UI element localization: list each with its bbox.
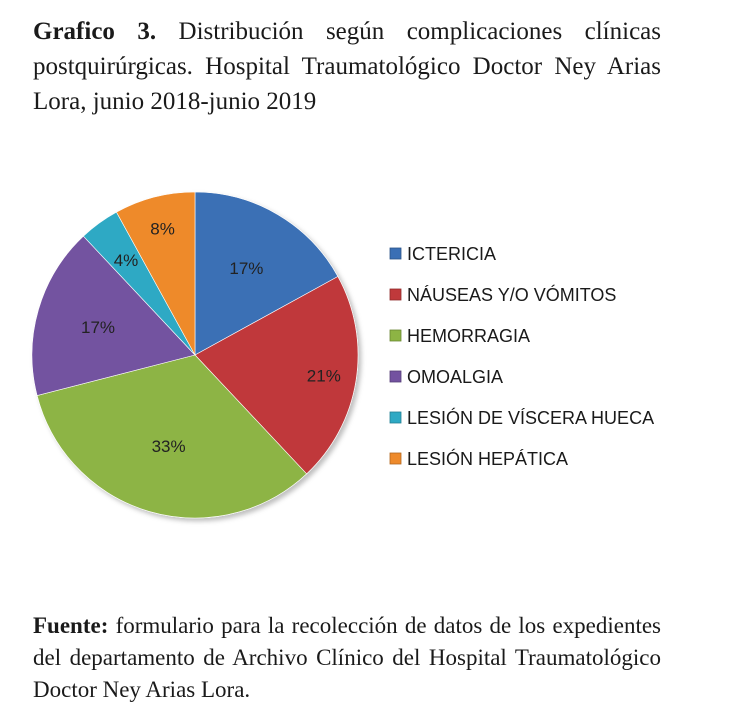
source-note xyxy=(33,610,661,706)
legend-swatch-nauseas-y-o-vomitos xyxy=(390,289,401,300)
source-text: formulario para la recolección de datos de los expedientes del departamento de Archivo Clínico del Hospital Traumatológico Doctor Ney Arias Lora. xyxy=(33,613,662,702)
legend-entry-hemorragia: HEMORRAGIA xyxy=(407,326,531,346)
slice-label-lesion-de-viscera-hueca: 4% xyxy=(113,251,139,271)
legend-entry-omoalgia: OMOALGIA xyxy=(407,367,504,387)
legend-swatch-lesion-de-viscera-hueca xyxy=(390,412,401,423)
pie-chart xyxy=(0,180,756,560)
source-lead: Fuente: xyxy=(33,613,109,638)
legend-swatch-lesion-hepatica xyxy=(390,453,401,464)
slice-label-omoalgia: 17% xyxy=(80,317,116,337)
legend-swatch-hemorragia xyxy=(390,330,401,341)
slice-label-lesion-hepatica: 8% xyxy=(150,219,175,239)
legend-entry-lesion-de-viscera-hueca: LESIÓN DE VÍSCERA HUECA xyxy=(407,408,655,428)
slice-label-nauseas-y-o-vomitos: 21% xyxy=(306,366,341,386)
slice-label-hemorragia: 33% xyxy=(151,436,186,456)
slice-label-ictericia: 17% xyxy=(229,259,264,278)
legend-swatch-omoalgia xyxy=(390,371,401,382)
legend-swatch-ictericia xyxy=(390,248,401,259)
legend-entry-lesion-hepatica: LESIÓN HEPÁTICA xyxy=(407,449,569,469)
legend-entry-ictericia: ICTERICIA xyxy=(407,244,497,264)
caption-text: Distribución según complicaciones clínicas postquirúrgicas. Hospital Traumatológico Doctor Ney Arias Lora, junio 2018-junio 2019 xyxy=(33,18,661,115)
caption-lead: Grafico 3. xyxy=(33,18,157,45)
figure-caption xyxy=(33,14,661,119)
legend-entry-nauseas-y-o-vomitos: NÁUSEAS Y/O VÓMITOS xyxy=(407,285,617,305)
